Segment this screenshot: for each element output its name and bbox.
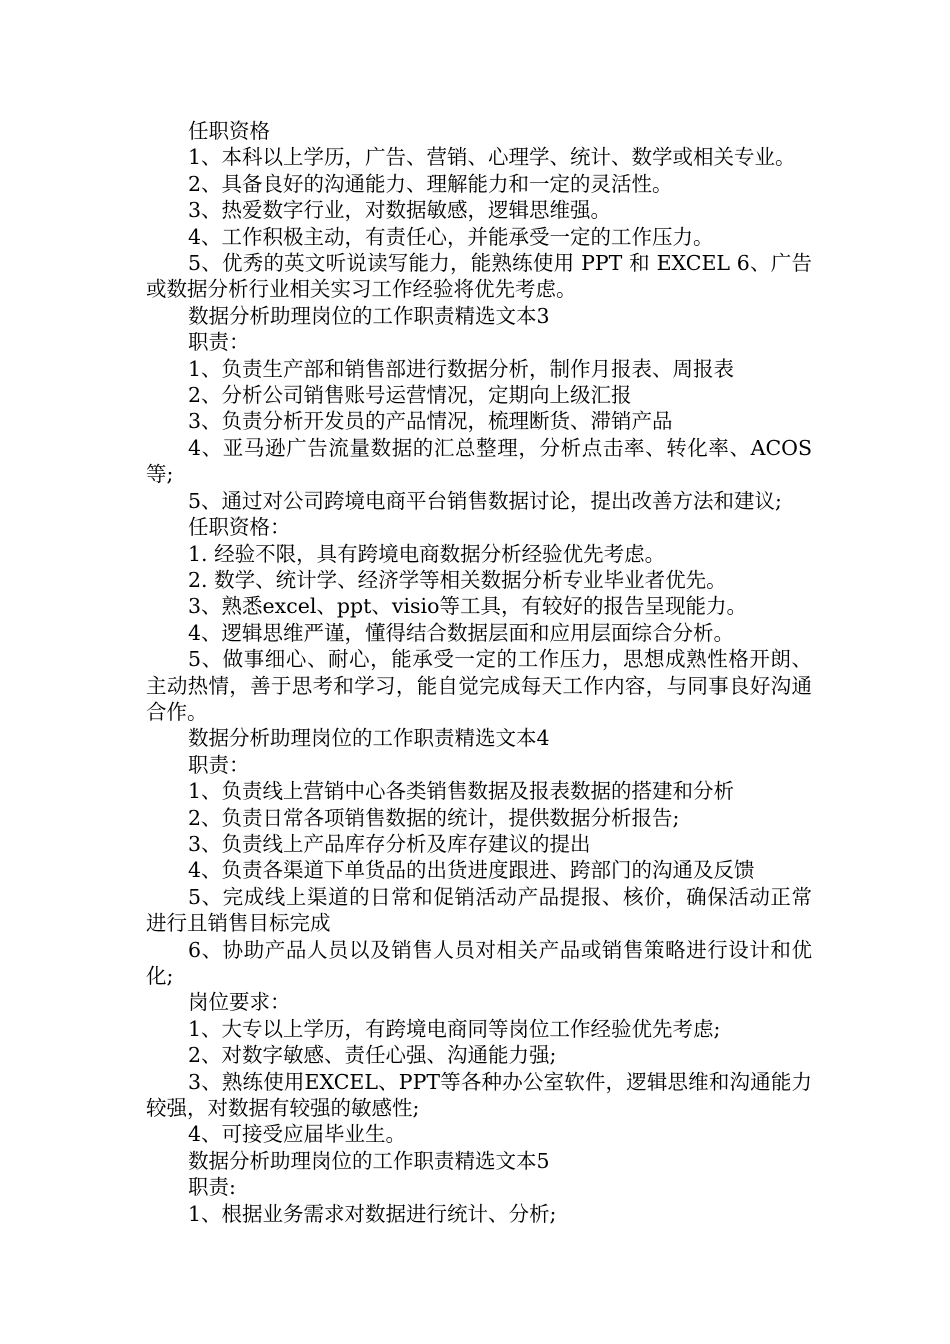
section-heading-duties: 职责:: [188, 1175, 236, 1200]
list-item: 5、通过对公司跨境电商平台销售数据讨论，提出改善方法和建议;: [188, 488, 782, 513]
section-title: 数据分析助理岗位的工作职责精选文本3: [188, 303, 550, 328]
list-item: 4、负责各渠道下单货品的出货进度跟进、跨部门的沟通及反馈: [188, 858, 755, 883]
list-item: 2、分析公司销售账号运营情况，定期向上级汇报: [188, 383, 632, 408]
section-title: 数据分析助理岗位的工作职责精选文本4: [188, 726, 550, 751]
list-item: 6、协助产品人员以及销售人员对相关产品或销售策略进行设计和优化;: [146, 937, 812, 988]
list-item: 3、负责线上产品库存分析及库存建议的提出: [188, 831, 591, 856]
list-item: 1、大专以上学历，有跨境电商同等岗位工作经验优先考虑;: [188, 1016, 721, 1041]
section-heading-duties: 职责：: [188, 330, 250, 355]
list-item: 2. 数学、统计学、经济学等相关数据分析专业毕业者优先。: [188, 567, 727, 592]
list-item: 2、具备良好的沟通能力、理解能力和一定的灵活性。: [188, 171, 673, 196]
list-item: 3、负责分析开发员的产品情况，梳理断货、滞销产品: [188, 409, 673, 434]
list-item: 4、可接受应届毕业生。: [188, 1122, 407, 1147]
list-item: 5、完成线上渠道的日常和促销活动产品提报、核价，确保活动正常进行且销售目标完成: [146, 884, 812, 936]
list-item: 4、逻辑思维严谨，懂得结合数据层面和应用层面综合分析。: [188, 620, 735, 645]
list-item: 3、熟悉excel、ppt、visio等工具，有较好的报告呈现能力。: [188, 594, 747, 619]
list-item: 5、优秀的英文听说读写能力，能熟练使用 PPT 和 EXCEL 6、广告或数据分析行业相关实习工作经验将优先考虑。: [146, 251, 812, 302]
list-item: 3、热爱数字行业，对数据敏感，逻辑思维强。: [188, 198, 612, 223]
list-item: 4、工作积极主动，有责任心，并能承受一定的工作压力。: [188, 224, 714, 249]
document-body: [146, 118, 812, 1227]
section-heading-requirements: 岗位要求：: [188, 990, 291, 1015]
list-item: 1. 经验不限，具有跨境电商数据分析经验优先考虑。: [188, 541, 666, 566]
section-heading-duties: 职责：: [188, 752, 250, 777]
list-item: 4、亚马逊广告流量数据的汇总整理，分析点击率、转化率、ACOS等;: [146, 435, 812, 487]
section-heading-qualifications: 任职资格：: [188, 515, 291, 540]
list-item: 2、负责日常各项销售数据的统计，提供数据分析报告;: [188, 805, 680, 830]
section-heading-qualifications: 任职资格: [188, 119, 270, 143]
list-item: 3、熟练使用EXCEL、PPT等各种办公室软件，逻辑思维和沟通能力较强，对数据有较强的敏感性;: [146, 1069, 812, 1121]
list-item: 2、对数字敏感、责任心强、沟通能力强;: [188, 1043, 557, 1068]
list-item: 1、根据业务需求对数据进行统计、分析;: [188, 1201, 557, 1226]
list-item: 1、负责线上营销中心各类销售数据及报表数据的搭建和分析: [188, 779, 735, 804]
list-item: 1、负责生产部和销售部进行数据分析，制作月报表、周报表: [188, 356, 735, 381]
section-title: 数据分析助理岗位的工作职责精选文本5: [188, 1148, 550, 1173]
list-item: 1、本科以上学历，广告、营销、心理学、统计、数学或相关专业。: [188, 145, 796, 170]
list-item: 5、做事细心、耐心，能承受一定的工作压力，思想成熟性格开朗、主动热情，善于思考和学习，能自觉完成每天工作内容，与同事良好沟通合作。: [146, 647, 812, 724]
